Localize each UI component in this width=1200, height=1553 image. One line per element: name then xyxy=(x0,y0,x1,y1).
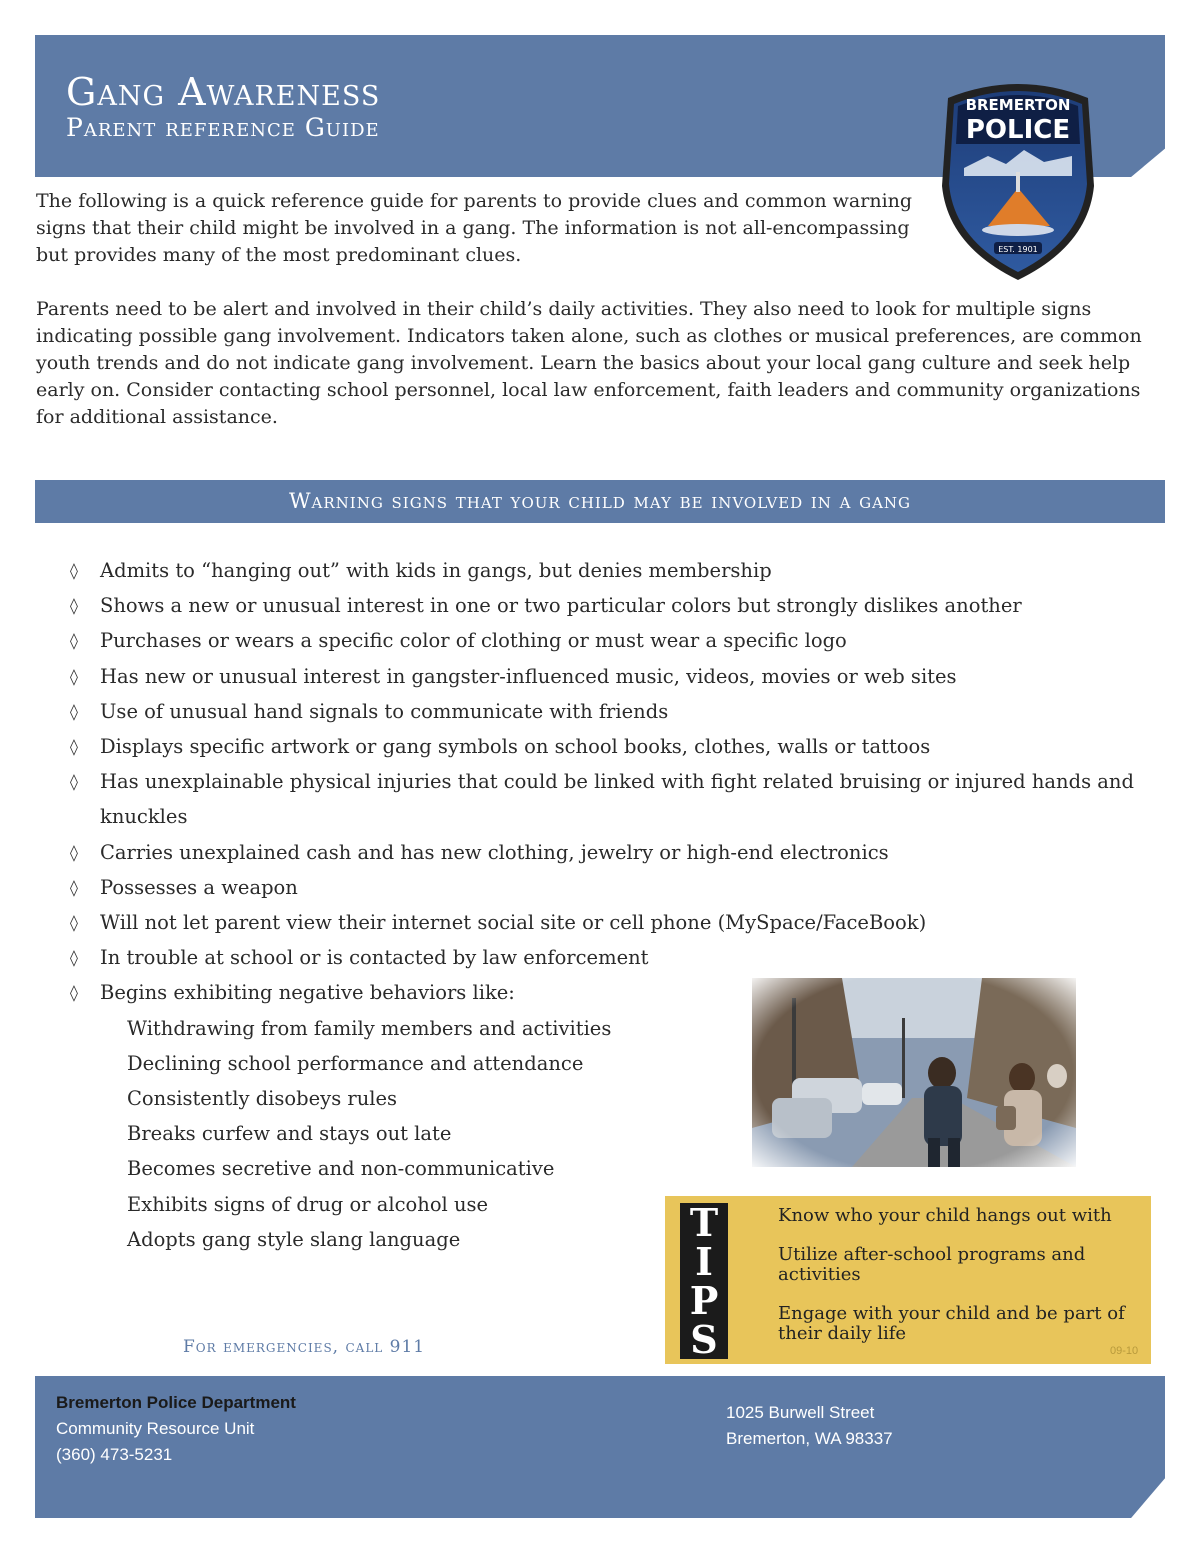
footer-org-name: Bremerton Police Department xyxy=(56,1393,296,1412)
footer-street: 1025 Burwell Street xyxy=(726,1403,875,1422)
tips-code: 09-10 xyxy=(1110,1345,1139,1357)
tips-letter: S xyxy=(690,1317,718,1362)
warning-sign-text: Will not let parent view their internet social site or cell phone (MySpace/FaceBook) xyxy=(100,911,927,935)
police-badge-icon xyxy=(938,76,1098,284)
diamond-bullet-icon: ◊ xyxy=(70,913,78,933)
diamond-bullet-icon: ◊ xyxy=(70,948,78,968)
diamond-bullet-icon: ◊ xyxy=(70,596,78,616)
tip-item: Engage with your child and be part of their daily life xyxy=(778,1303,1125,1344)
footer-city: Bremerton, WA 98337 xyxy=(726,1429,893,1448)
diamond-bullet-icon: ◊ xyxy=(70,983,78,1003)
diamond-bullet-icon: ◊ xyxy=(70,842,78,862)
list-item xyxy=(70,940,1160,975)
tips-letter-bar xyxy=(680,1200,728,1362)
warning-sign-text: Carries unexplained cash and has new clothing, jewelry or high-end electronics xyxy=(100,840,889,864)
warning-sign-text: Admits to “hanging out” with kids in gangs, but denies membership xyxy=(100,559,772,582)
list-item xyxy=(70,764,1160,834)
diamond-bullet-icon: ◊ xyxy=(70,631,78,651)
list-item xyxy=(70,870,1160,905)
emergency-note: For emergencies, call 911 xyxy=(183,1337,426,1357)
list-item: Becomes secretive and non-communicative xyxy=(127,1157,555,1181)
diamond-bullet-icon: ◊ xyxy=(70,561,78,580)
warning-signs-heading: Warning signs that your child may be involved in a gang xyxy=(35,480,1165,523)
list-item xyxy=(70,553,1160,588)
diamond-bullet-icon: ◊ xyxy=(70,666,78,686)
diamond-bullet-icon: ◊ xyxy=(70,772,78,792)
warning-sign-text: Use of unusual hand signals to communicate with friends xyxy=(100,699,669,723)
intro-paragraph-2: Parents need to be alert and involved in their child’s daily activities. They also need to look for multiple signs indicating possible gang involvement. Indicators taken alone, such as clothes or musical preferences, are common youth trends and do not indicate gang involvement. Learn the basics about your local gang culture and seek help early on. Consider contacting school personnel, local law enforcement, faith leaders and community organizations for additional assistance. xyxy=(36,298,1142,428)
badge-est-text: EST. 1901 xyxy=(998,245,1038,254)
warning-sign-text: Displays specific artwork or gang symbols on school books, clothes, walls or tattoos xyxy=(100,735,931,759)
tips-letter: P xyxy=(689,1278,719,1323)
warning-sign-text: Purchases or wears a specific color of clothing or must wear a specific logo xyxy=(100,629,847,653)
tip-item: Know who your child hangs out with xyxy=(778,1205,1112,1226)
diamond-bullet-icon: ◊ xyxy=(70,701,78,721)
tip-item: Utilize after-school programs and activities xyxy=(778,1244,1086,1285)
list-item: Withdrawing from family members and activities xyxy=(127,1016,612,1040)
diamond-bullet-icon: ◊ xyxy=(70,877,78,897)
footer-address xyxy=(726,1400,893,1452)
warning-sign-text: Begins exhibiting negative behaviors like: xyxy=(100,981,515,1005)
list-item: Breaks curfew and stays out late xyxy=(127,1122,452,1146)
page-subtitle: Parent reference Guide xyxy=(66,113,380,142)
list-item: Declining school performance and attendance xyxy=(127,1051,584,1075)
badge-top-text: BREMERTON xyxy=(965,96,1071,114)
list-item xyxy=(70,729,1160,764)
list-item xyxy=(70,694,1160,729)
list-item: Consistently disobeys rules xyxy=(127,1087,398,1111)
intro-paragraph-1: The following is a quick reference guide for parents to provide clues and common warning signs that their child might be involved in a gang. The information is not all-encompassing but provides many of the most predominant clues. xyxy=(36,190,913,266)
badge-main-text: POLICE xyxy=(965,115,1071,145)
tips-letter: T xyxy=(689,1200,719,1245)
tips-letter: I xyxy=(695,1239,713,1284)
footer-contact xyxy=(56,1390,296,1468)
tips-list xyxy=(778,1206,1143,1363)
list-item xyxy=(70,905,1160,940)
warning-sign-text: Has unexplainable physical injuries that could be linked with fight related bruising or injured hands and knuckles xyxy=(100,770,1134,829)
warning-sign-text: Has new or unusual interest in gangster-influenced music, videos, movies or web sites xyxy=(100,664,957,688)
footer-phone: (360) 473-5231 xyxy=(56,1445,173,1464)
list-item xyxy=(70,588,1160,623)
list-item: Adopts gang style slang language xyxy=(127,1227,461,1251)
warning-sign-text: Possesses a weapon xyxy=(100,875,298,899)
list-item: Exhibits signs of drug or alcohol use xyxy=(127,1192,489,1216)
diamond-bullet-icon: ◊ xyxy=(70,737,78,757)
list-item xyxy=(70,623,1160,658)
footer-unit: Community Resource Unit xyxy=(56,1419,255,1438)
street-photo xyxy=(752,978,1076,1167)
warning-sign-text: In trouble at school or is contacted by law enforcement xyxy=(100,946,649,970)
list-item xyxy=(70,659,1160,694)
page-title: Gang Awareness xyxy=(66,70,381,114)
list-item xyxy=(70,835,1160,870)
warning-sign-text: Shows a new or unusual interest in one or two particular colors but strongly dislikes another xyxy=(100,594,1022,618)
